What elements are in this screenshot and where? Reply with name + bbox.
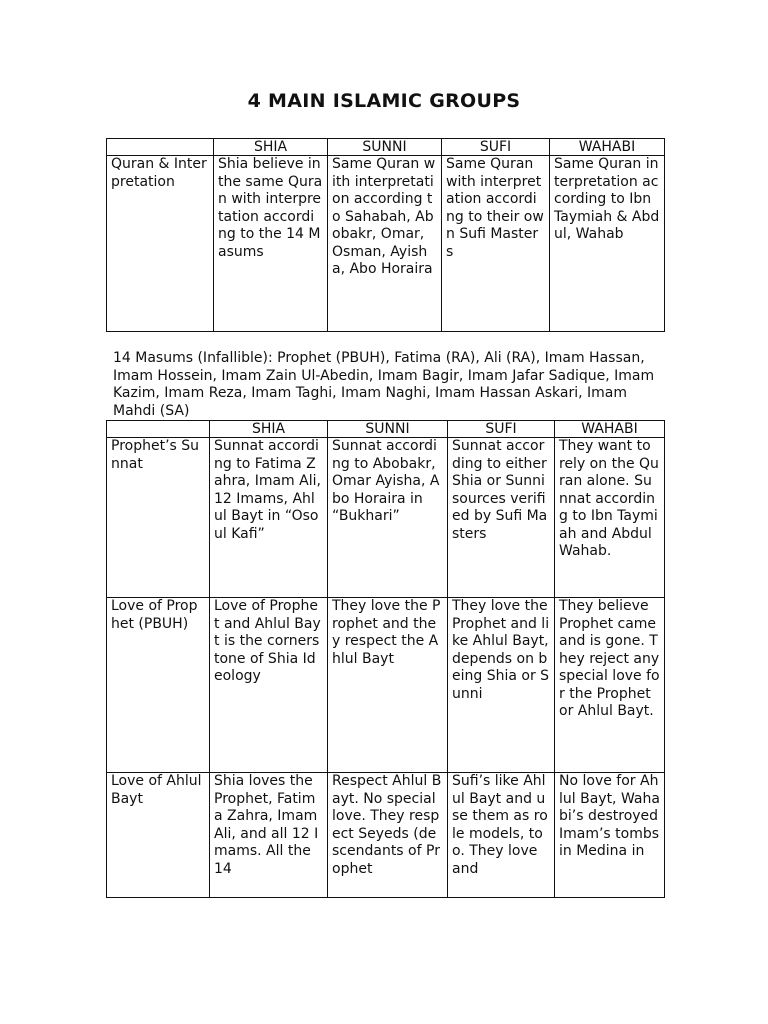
table-cell: They love the Prophet and like Ahlul Bayt, depends on being Shia or Sunni xyxy=(448,598,555,773)
table-row xyxy=(107,156,665,332)
cell-text: Shia loves the Prophet, Fatima Zahra, Imam Ali, and all 12 Imams. All the 14 xyxy=(214,773,319,877)
header-cell: SUFI xyxy=(442,139,550,156)
header-cell: SHIA xyxy=(214,139,328,156)
table-cell: Shia believe in the same Quran with interpretation according to the 14 Masums xyxy=(214,156,328,332)
groups-table-quran xyxy=(106,138,665,332)
masums-note: 14 Masums (Infallible): Prophet (PBUH), Fatima (RA), Ali (RA), Imam Hassan, Imam Hossein, Imam Zain Ul-Abedin, Imam Bagir, Imam Jafar Sadique, Imam Kazim, Imam Reza, Imam Taghi, Imam Naghi, Imam Hassan Askari, Imam Mahdi (SA) xyxy=(113,350,655,419)
header-cell xyxy=(107,139,214,156)
header-cell xyxy=(107,421,210,438)
cell-text: No love for Ahlul Bayt, Wahabi’s destroyed Imam’s tombs in Medina in xyxy=(559,773,660,859)
table-row xyxy=(107,598,665,773)
row-label: Quran & Interpretation xyxy=(107,156,214,332)
table-cell xyxy=(210,773,328,898)
header-cell: WAHABI xyxy=(550,139,665,156)
cell-text: Love of Ahlul Bayt xyxy=(111,773,202,807)
table-cell: Sunnat according to Fatima Zahra, Imam Ali, 12 Imams, Ahlul Bayt in “Osoul Kafi” xyxy=(210,438,328,598)
table-cell: They love the Prophet and they respect the Ahlul Bayt xyxy=(328,598,448,773)
table-header-row xyxy=(107,139,665,156)
table-row xyxy=(107,438,665,598)
cell-text: Sufi’s like Ahlul Bayt and use them as role models, too. They love and xyxy=(452,773,548,877)
table-cell: Sunnat according to either Shia or Sunni sources verified by Sufi Masters xyxy=(448,438,555,598)
header-cell: SUNNI xyxy=(328,139,442,156)
header-cell: SUFI xyxy=(448,421,555,438)
row-label: Love of Prophet (PBUH) xyxy=(107,598,210,773)
table-cell xyxy=(448,773,555,898)
table-cell: Sunnat according to Abobakr, Omar Ayisha, Abo Horaira in “Bukhari” xyxy=(328,438,448,598)
row-label xyxy=(107,773,210,898)
document-title: 4 MAIN ISLAMIC GROUPS xyxy=(247,90,521,112)
table-cell: They want to rely on the Quran alone. Sunnat according to Ibn Taymiah and Abdul Wahab. xyxy=(555,438,665,598)
table-cell: They believe Prophet came and is gone. They reject any special love for the Prophet or Ahlul Bayt. xyxy=(555,598,665,773)
table-cell xyxy=(328,773,448,898)
table-cell: Same Quran with interpretation according to their own Sufi Masters xyxy=(442,156,550,332)
table-header-row xyxy=(107,421,665,438)
table-cell: Same Quran interpretation according to Ibn Taymiah & Abdul, Wahab xyxy=(550,156,665,332)
header-cell: SUNNI xyxy=(328,421,448,438)
table-row xyxy=(107,773,665,898)
groups-table-sunnat xyxy=(106,420,665,898)
header-cell: WAHABI xyxy=(555,421,665,438)
table-cell: Love of Prophet and Ahlul Bayt is the cornerstone of Shia Ideology xyxy=(210,598,328,773)
header-cell: SHIA xyxy=(210,421,328,438)
row-label: Prophet’s Sunnat xyxy=(107,438,210,598)
cell-text: Respect Ahlul Bayt. No special love. They respect Seyeds (descendants of Prophet xyxy=(332,773,442,877)
table-cell xyxy=(555,773,665,898)
table-cell: Same Quran with interpretation according to Sahabah, Abobakr, Omar, Osman, Ayisha, Abo Horaira xyxy=(328,156,442,332)
